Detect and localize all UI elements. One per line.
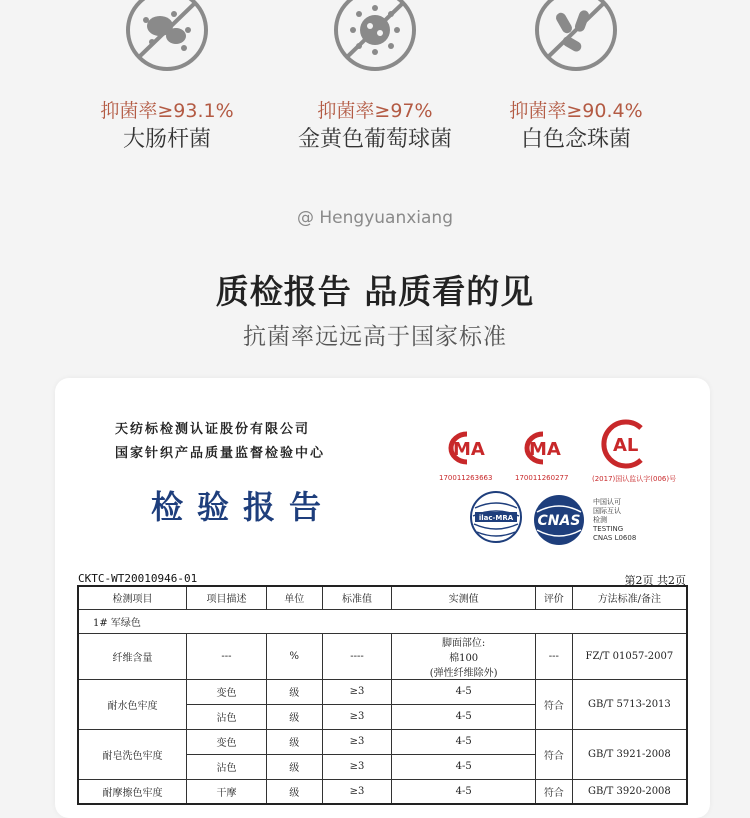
watermark: @ Hengyuanxiang bbox=[296, 208, 453, 228]
table-header-row bbox=[78, 586, 687, 609]
cell-std: ≥3 bbox=[322, 779, 392, 804]
org-name: 天纺标检测认证股份有限公司 bbox=[115, 422, 311, 437]
candida-albicans-icon bbox=[531, 0, 621, 76]
cell-std: ≥3 bbox=[322, 679, 392, 704]
icon-col-candida bbox=[486, 0, 666, 154]
cell-std: ≥3 bbox=[322, 704, 392, 729]
table-header: 标准值 bbox=[322, 586, 392, 609]
meas-line: 棉100 bbox=[449, 652, 479, 664]
icon-col-e-coli bbox=[77, 0, 257, 154]
cell-desc: 干摩 bbox=[187, 779, 267, 804]
cell-unit: % bbox=[266, 633, 322, 679]
name-e-coli: 大肠杆菌 bbox=[122, 127, 211, 152]
cell-method: GB/T 3921-2008 bbox=[572, 729, 687, 779]
table-header: 项目描述 bbox=[187, 586, 267, 609]
table-row bbox=[78, 609, 687, 633]
cell-desc: 沾色 bbox=[187, 754, 267, 779]
cell-item: 耐水色牢度 bbox=[78, 679, 187, 729]
cell-meas: 4-5 bbox=[392, 679, 535, 704]
cell-unit: 级 bbox=[266, 704, 322, 729]
cell-item: 耐皂洗色牢度 bbox=[78, 729, 187, 779]
cell-eval: 符合 bbox=[535, 679, 572, 729]
cal-number: (2017)国认监认字(006)号 bbox=[592, 475, 677, 483]
ilac-mra-logo bbox=[469, 490, 523, 544]
meas-line: (弹性纤维除外) bbox=[429, 667, 498, 679]
report-number: CKTC-WT20010946-01 bbox=[78, 572, 198, 585]
cell-unit: 级 bbox=[266, 754, 322, 779]
name-candida: 白色念珠菌 bbox=[520, 127, 631, 152]
cell-meas: 4-5 bbox=[392, 704, 535, 729]
meas-line: 脚面部位: bbox=[441, 637, 486, 649]
cell-desc: 变色 bbox=[187, 729, 267, 754]
cell-eval: 符合 bbox=[535, 729, 572, 779]
subhead: 抗菌率远远高于国家标准 bbox=[243, 324, 507, 350]
cnas-line: TESTING bbox=[593, 525, 624, 533]
cell-eval: 符合 bbox=[535, 779, 572, 804]
cnas-line: CNAS L0608 bbox=[593, 534, 637, 542]
svg-text:ilac-MRA: ilac-MRA bbox=[478, 514, 514, 522]
cell-desc: 沾色 bbox=[187, 704, 267, 729]
cell-unit: 级 bbox=[266, 679, 322, 704]
svg-text:CNAS: CNAS bbox=[537, 513, 581, 529]
cal-logo-icon bbox=[597, 418, 653, 470]
cnas-logo bbox=[529, 494, 591, 546]
cnas-line: 国际互认 bbox=[593, 507, 621, 515]
svg-text:MA: MA bbox=[453, 439, 485, 460]
inspection-report-card bbox=[55, 378, 710, 818]
cell-std: ---- bbox=[322, 633, 392, 679]
cell-item: 耐摩擦色牢度 bbox=[78, 779, 187, 804]
table-header: 实测值 bbox=[392, 586, 535, 609]
org-center: 国家针织产品质量监督检验中心 bbox=[115, 446, 326, 461]
svg-text:MA: MA bbox=[529, 439, 561, 460]
rate-e-coli: 抑菌率≥93.1% bbox=[100, 100, 234, 122]
cma-logo-icon bbox=[437, 430, 495, 466]
cma-number-2: 170011260277 bbox=[515, 474, 569, 482]
table-header: 检测项目 bbox=[78, 586, 187, 609]
name-staph: 金黄色葡萄球菌 bbox=[297, 127, 452, 152]
report-table bbox=[77, 585, 688, 805]
cnas-logo-icon bbox=[529, 494, 591, 546]
cma-logo-icon bbox=[513, 430, 571, 466]
cell-std: ≥3 bbox=[322, 754, 392, 779]
bacteria-icons-row bbox=[0, 0, 750, 160]
icon-col-staph bbox=[285, 0, 465, 154]
cma-logo-1 bbox=[437, 430, 495, 470]
cell-unit: 级 bbox=[266, 729, 322, 754]
cell-unit: 级 bbox=[266, 779, 322, 804]
cell-std: ≥3 bbox=[322, 729, 392, 754]
table-header: 评价 bbox=[535, 586, 572, 609]
cell-method: GB/T 3920-2008 bbox=[572, 779, 687, 804]
report-title: 检验报告 bbox=[151, 488, 336, 526]
cell-desc: 变色 bbox=[187, 679, 267, 704]
batch-label: 1# 军绿色 bbox=[78, 609, 687, 633]
cell-desc: --- bbox=[187, 633, 267, 679]
ilac-mra-logo-icon bbox=[469, 490, 523, 544]
cell-method: GB/T 5713-2013 bbox=[572, 679, 687, 729]
table-row bbox=[78, 679, 687, 704]
cell-meas: 4-5 bbox=[392, 754, 535, 779]
cell-eval: --- bbox=[535, 633, 572, 679]
headline: 质检报告 品质看的见 bbox=[215, 272, 535, 311]
cnas-line: 中国认可 bbox=[593, 498, 621, 506]
table-row bbox=[78, 633, 687, 679]
e-coli-bacteria-icon bbox=[122, 0, 212, 76]
page-info: 第2页 共2页 bbox=[624, 574, 686, 587]
cell-meas: 4-5 bbox=[392, 729, 535, 754]
cell-meas: 4-5 bbox=[392, 779, 535, 804]
table-header: 方法标准/备注 bbox=[572, 586, 687, 609]
table-header: 单位 bbox=[266, 586, 322, 609]
cell-method: FZ/T 01057-2007 bbox=[572, 633, 687, 679]
cal-logo bbox=[597, 418, 653, 470]
svg-text:AL: AL bbox=[613, 435, 639, 456]
cma-number-1: 170011263663 bbox=[439, 474, 493, 482]
cell-item: 纤维含量 bbox=[78, 633, 187, 679]
cnas-line: 检测 bbox=[593, 516, 607, 524]
cma-logo-2 bbox=[513, 430, 571, 470]
table-row bbox=[78, 779, 687, 804]
rate-staph: 抑菌率≥97% bbox=[317, 100, 433, 122]
rate-candida: 抑菌率≥90.4% bbox=[509, 100, 643, 122]
table-row bbox=[78, 729, 687, 754]
cell-meas bbox=[392, 633, 535, 679]
cnas-caption bbox=[593, 498, 636, 543]
staphylococcus-aureus-icon bbox=[330, 0, 420, 76]
